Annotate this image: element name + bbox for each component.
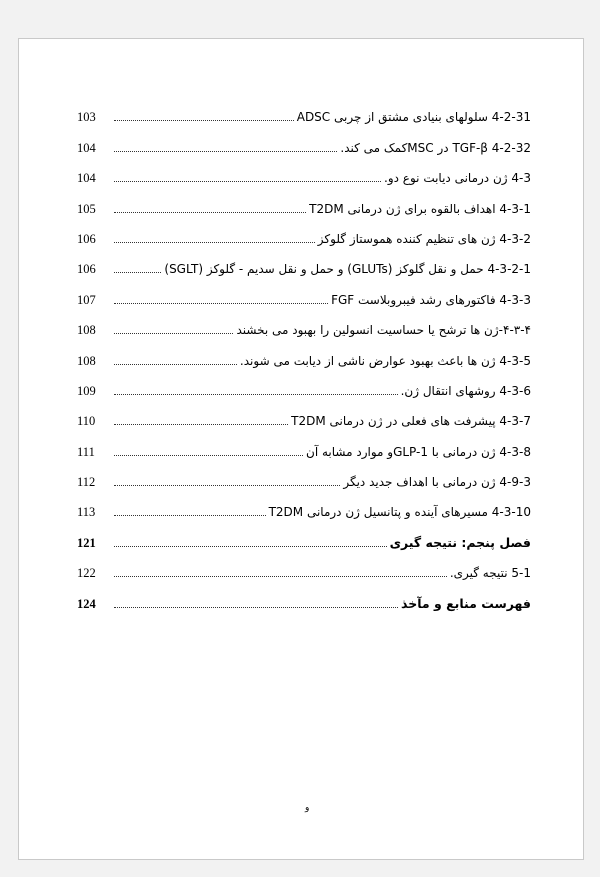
toc-entry-title: 4-3-10 مسیرهای آینده و پتانسیل ژن درمانی T2DM [268,505,531,520]
toc-entry [77,255,531,285]
toc-entry-title: 4-2-32 TGF-β در MSCکمک می کند. [340,140,531,155]
toc-entry-title: 4-3-8 ژن درمانی با GLP-1و موارد مشابه آن [306,444,531,459]
toc-page-number: 106 [77,231,96,246]
toc-entry [77,407,531,437]
toc-entry [77,559,531,589]
toc-page-number: 108 [77,323,96,338]
toc-page-number: 112 [77,475,96,490]
toc-entry-title: فصل پنجم: نتیجه گیری [389,534,531,550]
toc-dot-leader [114,394,398,395]
toc-dot-leader [114,120,294,121]
toc-dot-leader [114,181,381,182]
toc-dot-leader [114,576,447,577]
toc-entry [77,377,531,407]
toc-entry [77,498,531,528]
toc-dot-leader [114,607,398,608]
toc-dot-leader [114,151,337,152]
toc-page-number: 105 [77,201,96,216]
toc-entry-title: 4-3-3 فاکتورهای رشد فیبروبلاست FGF [331,292,531,307]
toc-dot-leader [114,455,303,456]
toc-page-number: 109 [77,383,96,398]
toc-page-number: 121 [77,535,96,550]
toc-entry-title: 4-3-2 ژن های تنظیم کننده هموستاز گلوکز [317,231,531,246]
toc-page-number: 107 [77,292,96,307]
toc-entry [77,103,531,133]
toc-dot-leader [114,424,288,425]
toc-page-number: 124 [77,596,96,611]
toc-entry [77,468,531,498]
toc-entry [77,437,531,467]
toc-entry [77,316,531,346]
toc-dot-leader [114,272,161,273]
toc-entry-title: ۴-۳-۴-ژن ها ترشح یا حساسیت انسولین را بهبود می بخشند [236,323,531,338]
toc-page-number: 108 [77,353,96,368]
toc-entry-title: 4-3-7 پیشرفت های فعلی در ژن درمانی T2DM [291,414,531,429]
toc-page-number: 111 [77,444,95,459]
toc-entry [77,194,531,224]
toc-entry-title: 4-3-6 روشهای انتقال ژن. [400,383,531,398]
toc-page-number: 110 [77,414,96,429]
toc-dot-leader [114,485,340,486]
toc-entry-title: 4-9-3 ژن درمانی با اهداف جدید دیگر [343,475,531,490]
toc-entry [77,285,531,315]
toc-page-number: 104 [77,171,96,186]
toc-page-number: 122 [77,566,96,581]
toc-entry-title: 4-3-2-1 حمل و نقل گلوکز (GLUTs) و حمل و نقل سدیم - گلوکز (SGLT) [164,262,531,277]
toc-page-number: 104 [77,140,96,155]
toc-dot-leader [114,333,233,334]
document-page [18,38,584,860]
toc-entry [77,133,531,163]
toc-dot-leader [114,242,315,243]
toc-page-number: 113 [77,505,96,520]
toc-page-number: 103 [77,110,96,125]
toc-dot-leader [114,303,328,304]
toc-entry-title: فهرست منابع و مآخذ [401,595,531,611]
toc-entry [77,346,531,376]
toc-entry-title: 4-3-5 ژن ها باعث بهبود عوارض ناشی از دیابت می شوند. [239,353,531,368]
toc-entry [77,164,531,194]
table-of-contents [77,103,531,620]
toc-entry-title: 4-2-31 سلولهای بنیادی مشتق از چربی ADSC [296,110,531,125]
toc-entry [77,589,531,619]
toc-entry-title: 4-3 ژن درمانی دیابت نوع دو. [384,171,531,186]
toc-page-number: 106 [77,262,96,277]
toc-dot-leader [114,515,266,516]
toc-entry [77,528,531,558]
toc-dot-leader [114,364,237,365]
page-folio: و [305,803,310,813]
toc-entry-title: 5-1 نتیجه گیری. [449,566,531,581]
toc-entry [77,225,531,255]
toc-entry-title: 4-3-1 اهداف بالقوه برای ژن درمانی T2DM [309,201,531,216]
toc-dot-leader [114,212,306,213]
toc-dot-leader [114,546,387,547]
